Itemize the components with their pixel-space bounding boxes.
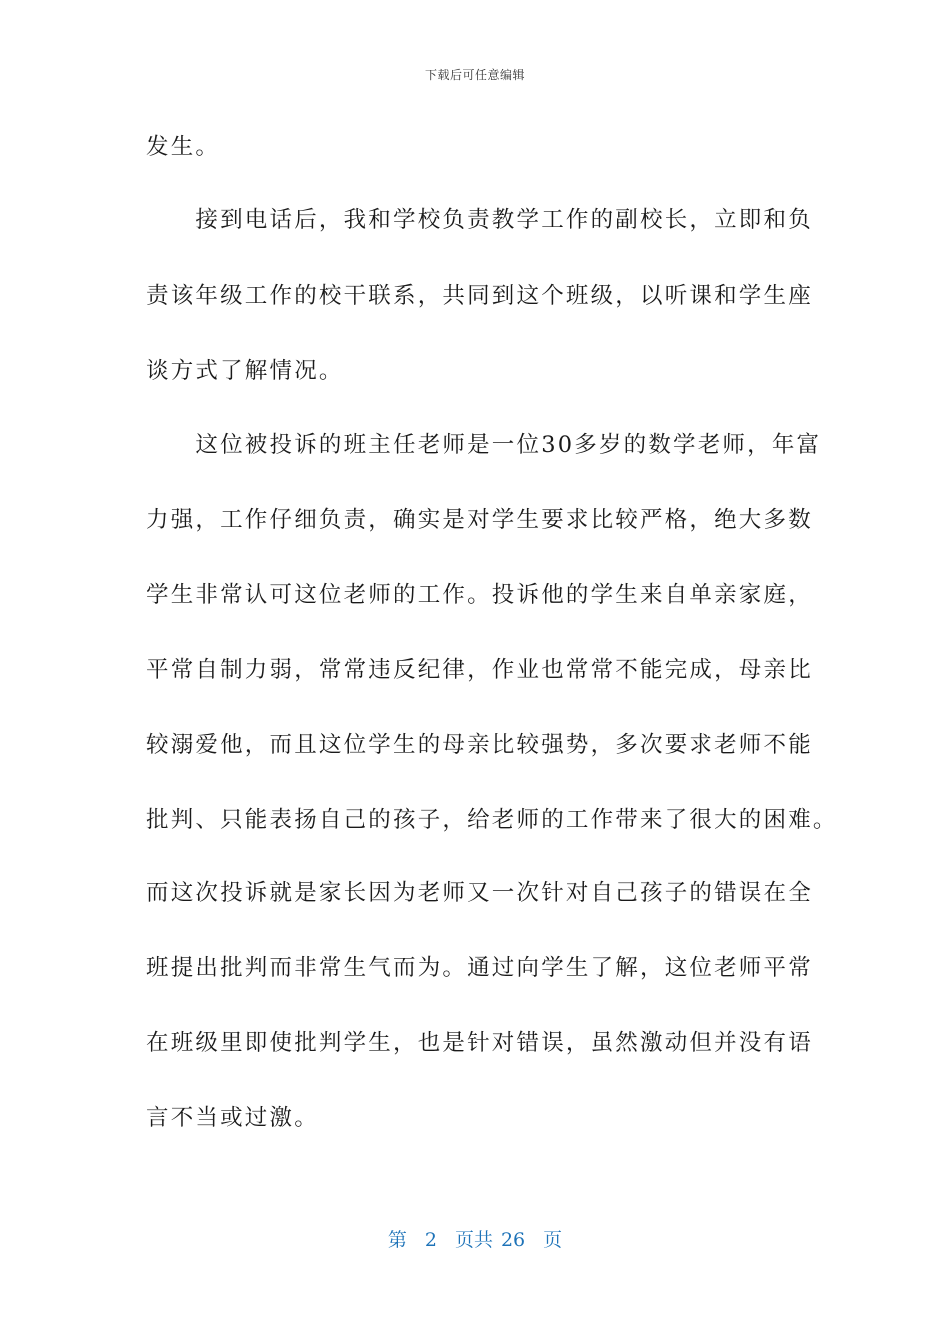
body-line: 力强，工作仔细负责，确实是对学生要求比较严格，绝大多数: [146, 507, 813, 533]
body-line: 接到电话后，我和学校负责教学工作的副校长，立即和负: [146, 207, 813, 233]
body-line: 班提出批判而非常生气而为。通过向学生了解，这位老师平常: [146, 955, 813, 981]
body-line: 批判、只能表扬自己的孩子，给老师的工作带来了很大的困难。: [146, 807, 838, 833]
body-line: 在班级里即使批判学生，也是针对错误，虽然激动但并没有语: [146, 1030, 813, 1056]
body-line: 这位被投诉的班主任老师是一位30多岁的数学老师，年富: [146, 432, 822, 458]
header-note: 下载后可任意编辑: [424, 68, 525, 82]
footer-middle: 页共: [454, 1229, 493, 1251]
footer-suffix: 页: [543, 1229, 563, 1251]
body-line: 责该年级工作的校干联系，共同到这个班级，以听课和学生座: [146, 283, 813, 309]
body-line: 而这次投诉就是家长因为老师又一次针对自己孩子的错误在全: [146, 880, 813, 906]
footer-total-pages: 26: [500, 1229, 526, 1251]
footer-prefix: 第: [387, 1229, 407, 1251]
page-footer: [0, 1225, 950, 1252]
body-line: 发生。: [146, 134, 221, 160]
body-line: 言不当或过激。: [146, 1105, 319, 1131]
footer-page-number: 2: [424, 1229, 437, 1251]
body-line: 较溺爱他，而且这位学生的母亲比较强势，多次要求老师不能: [146, 732, 813, 758]
body-line: 学生非常认可这位老师的工作。投诉他的学生来自单亲家庭，: [146, 582, 813, 608]
body-line: 谈方式了解情况。: [146, 358, 344, 384]
body-line: 平常自制力弱，常常违反纪律，作业也常常不能完成，母亲比: [146, 657, 813, 683]
